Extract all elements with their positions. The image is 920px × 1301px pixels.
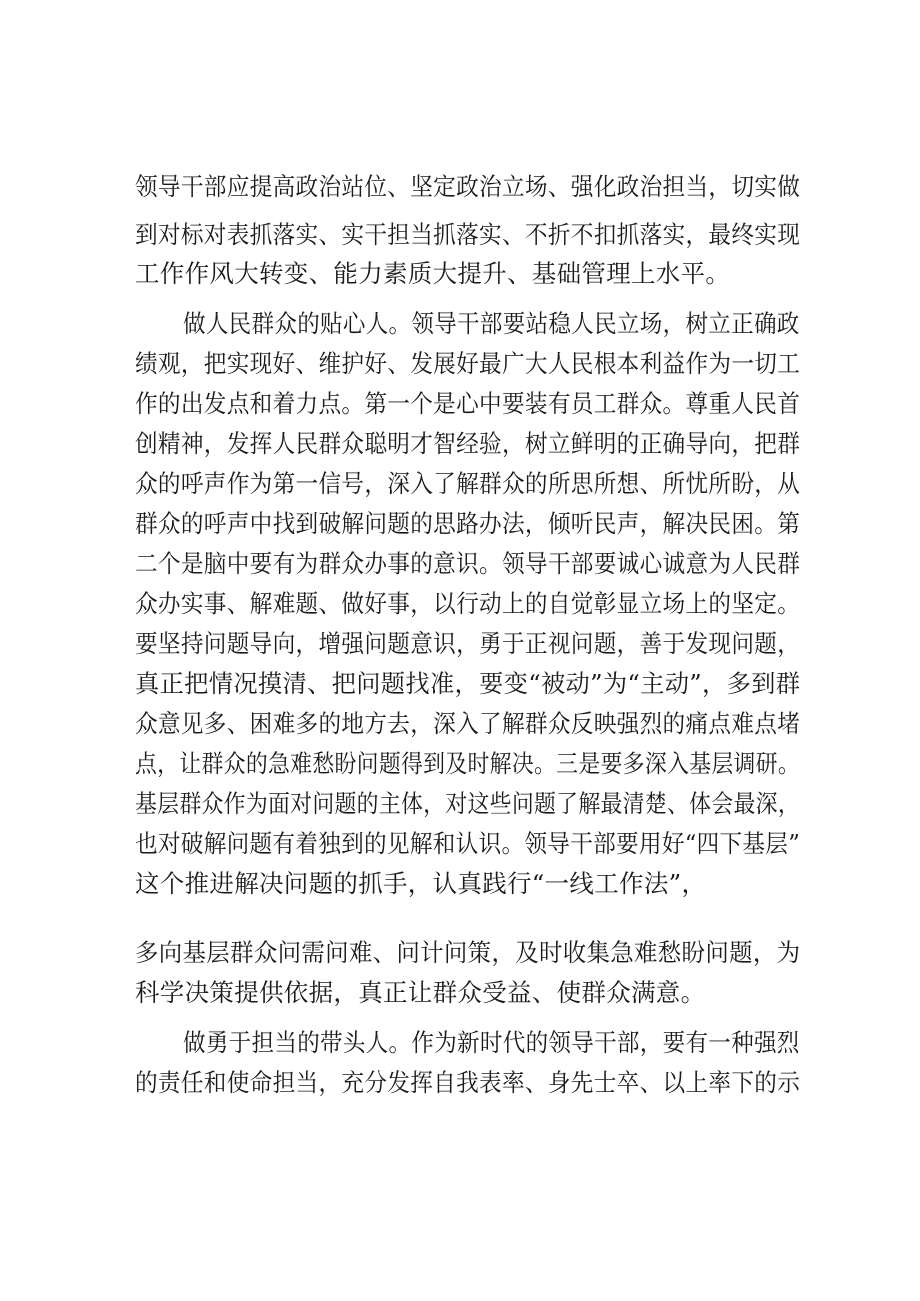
text-line: 众办实事、解难题、做好事，以行动上的自觉彰显立场上的坚定。 [135, 589, 801, 618]
text-line: 科学决策提供依据，真正让群众受益、使群众满意。 [135, 978, 706, 1007]
text-line: 工作作风大转变、能力素质大提升、基础管理上水平。 [135, 259, 731, 288]
text-line: 要坚持问题导向，增强问题意识，勇于正视问题，善于发现问题， [135, 629, 801, 658]
text-line: 这个推进解决问题的抓手，认真践行“一线工作法”， [135, 869, 707, 898]
text-line: 做人民群众的贴心人。领导干部要站稳人民立场，树立正确政 [183, 309, 800, 338]
text-line: 创精神，发挥人民群众聪明才智经验，树立鲜明的正确导向，把群 [135, 429, 801, 458]
text-line: 也对破解问题有着独到的见解和认识。领导干部要用好“四下基层” [135, 829, 801, 858]
text-line: 真正把情况摸清、把问题找准，要变“被动”为“主动”，多到群 [135, 669, 801, 698]
text-line: 到对标对表抓落实、实干担当抓落实、不折不扣抓落实，最终实现 [135, 220, 801, 249]
text-line: 的责任和使命担当，充分发挥自我表率、身先士卒、以上率下的示 [135, 1068, 801, 1097]
text-line: 二个是脑中要有为群众办事的意识。领导干部要诚心诚意为人民群 [135, 549, 801, 578]
text-line: 众意见多、困难多的地方去，深入了解群众反映强烈的痛点难点堵 [135, 709, 801, 738]
text-line: 做勇于担当的带头人。作为新时代的领导干部，要有一种强烈 [183, 1028, 800, 1057]
text-line: 领导干部应提高政治站位、坚定政治立场、强化政治担当，切实做 [135, 172, 801, 201]
text-line: 点，让群众的急难愁盼问题得到及时解决。三是要多深入基层调研。 [135, 749, 800, 778]
text-line: 众的呼声作为第一信号，深入了解群众的所思所想、所忧所盼，从 [135, 469, 801, 498]
text-line: 作的出发点和着力点。第一个是心中要装有员工群众。尊重人民首 [135, 389, 801, 418]
text-line: 基层群众作为面对问题的主体，对这些问题了解最清楚、体会最深， [135, 789, 800, 818]
text-line: 群众的呼声中找到破解问题的思路办法，倾听民声，解决民困。第 [135, 509, 801, 538]
text-line: 绩观，把实现好、维护好、发展好最广大人民根本利益作为一切工 [135, 349, 801, 378]
text-line: 多向基层群众问需问难、问计问策，及时收集急难愁盼问题，为 [135, 938, 801, 967]
